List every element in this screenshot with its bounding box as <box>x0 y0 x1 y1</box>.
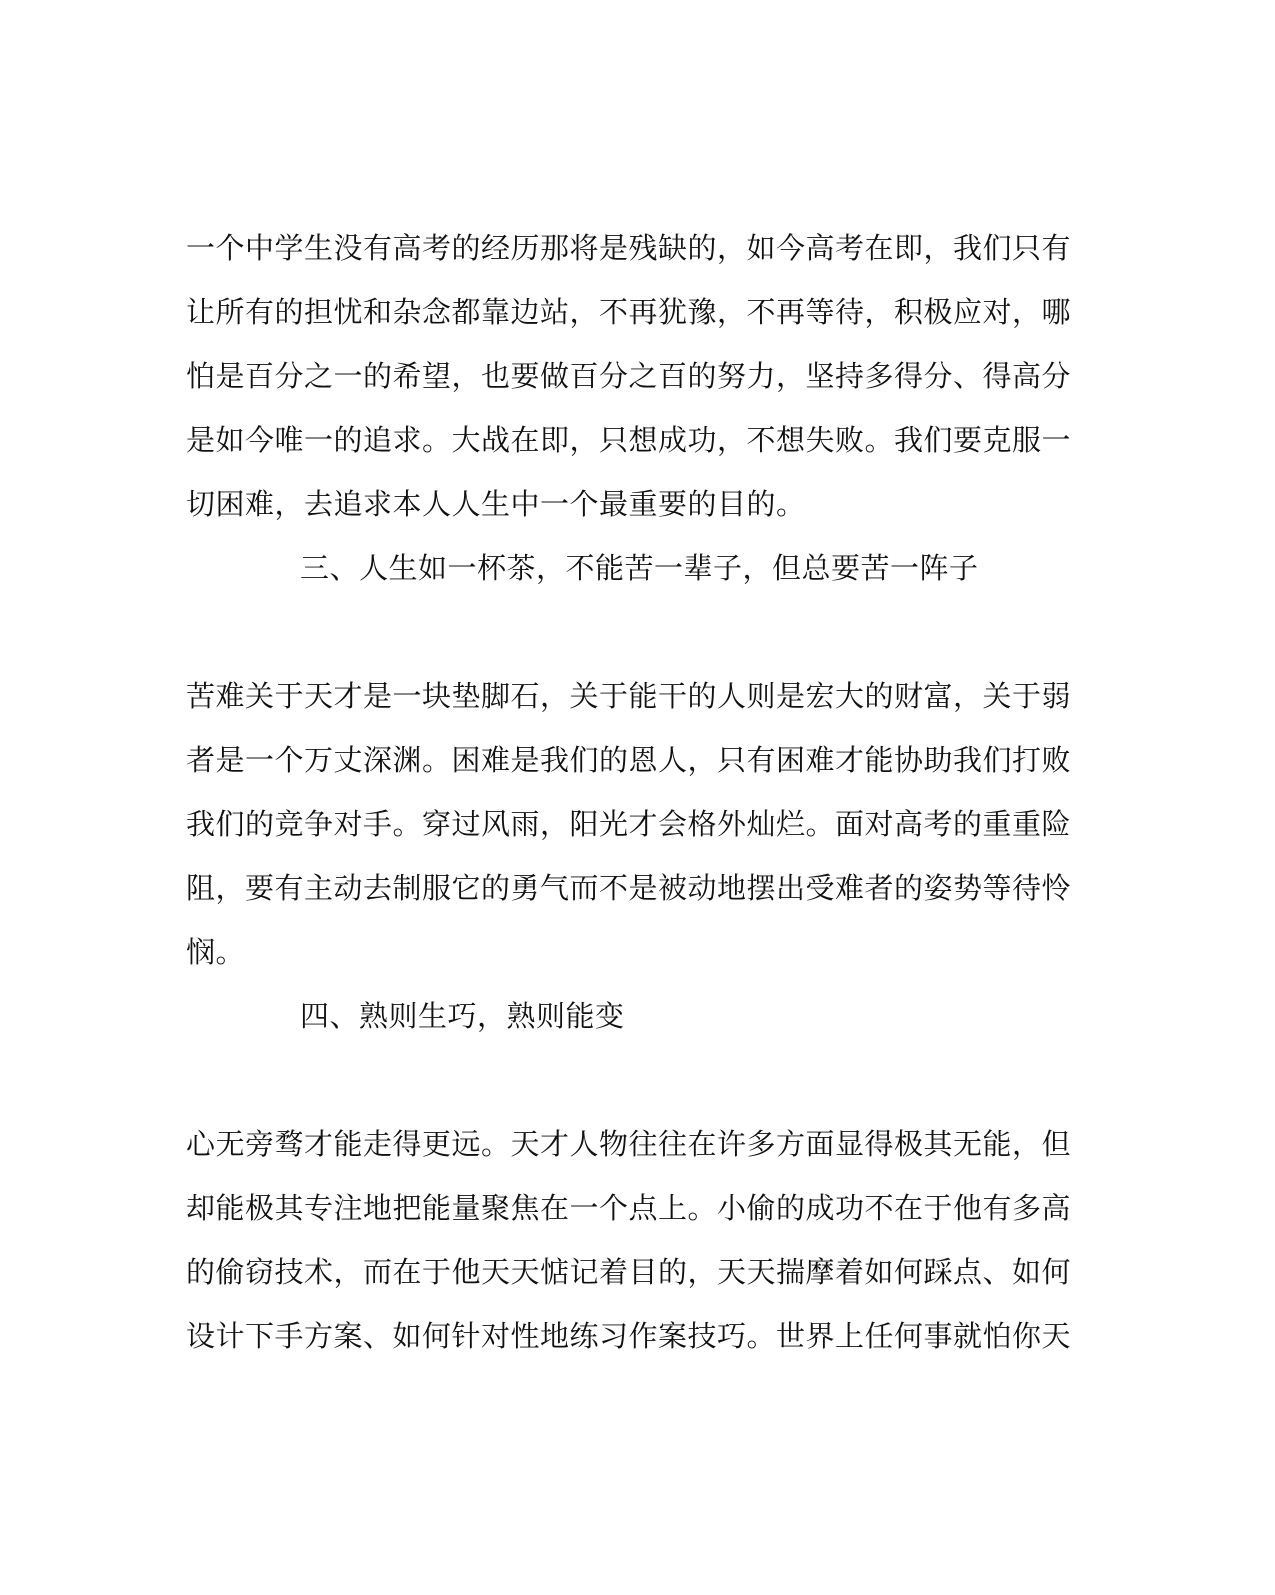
paragraph-line: 设计下手方案、如何针对性地练习作案技巧。世界上任何事就怕你天 <box>186 1319 1072 1353</box>
paragraph-line: 我们的竞争对手。穿过风雨，阳光才会格外灿烂。面对高考的重重险 <box>186 807 1072 841</box>
paragraph-line: 的偷窃技术，而在于他天天惦记着目的，天天揣摩着如何踩点、如何 <box>186 1255 1072 1289</box>
paragraph-line: 心无旁骛才能走得更远。天才人物往往在许多方面显得极其无能，但 <box>186 1127 1072 1161</box>
paragraph-line: 阻，要有主动去制服它的勇气而不是被动地摆出受难者的姿势等待怜 <box>186 871 1072 905</box>
paragraph-line: 怕是百分之一的希望，也要做百分之百的努力，坚持多得分、得高分 <box>186 359 1072 393</box>
section-heading-4: 四、熟则生巧，熟则能变 <box>300 999 625 1033</box>
paragraph-line: 悯。 <box>186 935 246 969</box>
paragraph-line: 切困难，去追求本人人生中一个最重要的目的。 <box>186 487 806 521</box>
section-heading-3: 三、人生如一杯茶，不能苦一辈子，但总要苦一阵子 <box>300 551 979 585</box>
paragraph-line: 是如今唯一的追求。大战在即，只想成功，不想失败。我们要克服一 <box>186 423 1072 457</box>
paragraph-line: 却能极其专注地把能量聚焦在一个点上。小偷的成功不在于他有多高 <box>186 1191 1072 1225</box>
paragraph-line: 让所有的担忧和杂念都靠边站，不再犹豫，不再等待，积极应对，哪 <box>186 295 1072 329</box>
paragraph-line: 者是一个万丈深渊。困难是我们的恩人，只有困难才能协助我们打败 <box>186 743 1072 777</box>
paragraph-line: 苦难关于天才是一块垫脚石，关于能干的人则是宏大的财富，关于弱 <box>186 679 1072 713</box>
paragraph-line: 一个中学生没有高考的经历那将是残缺的，如今高考在即，我们只有 <box>186 231 1072 265</box>
